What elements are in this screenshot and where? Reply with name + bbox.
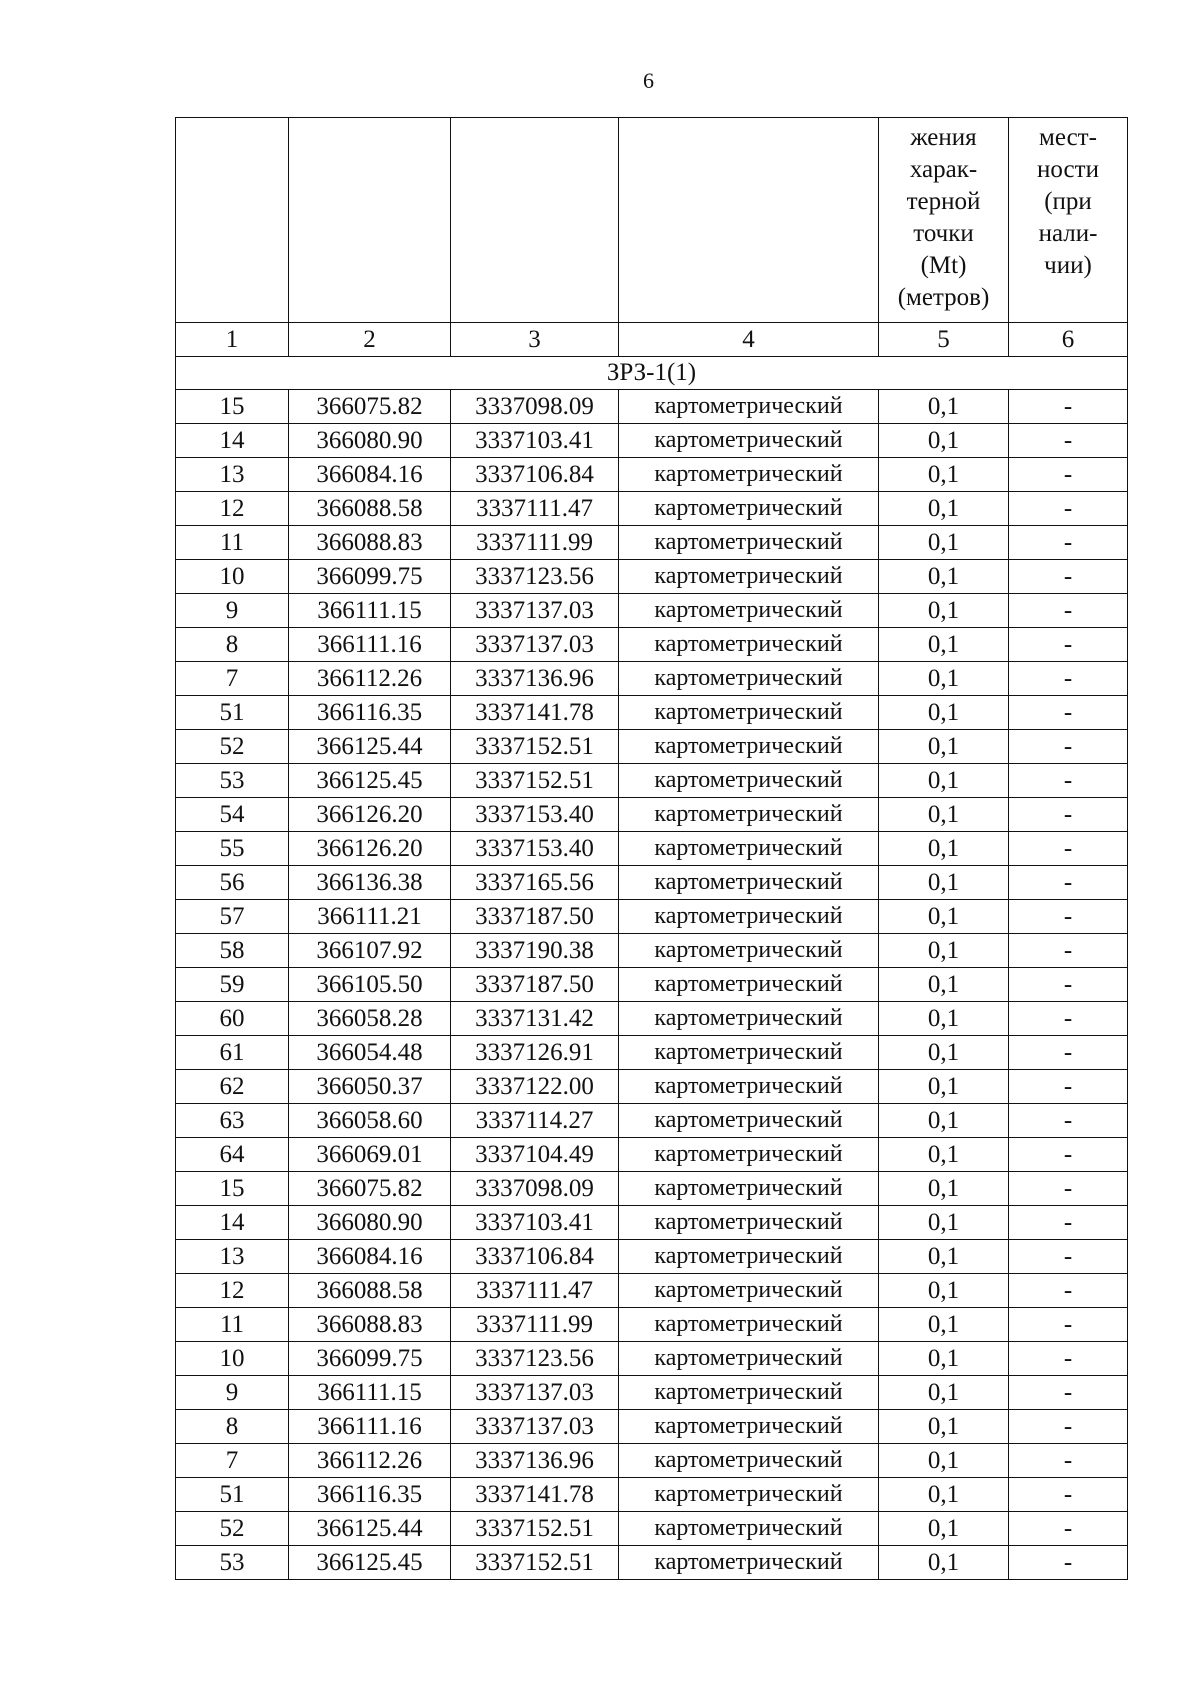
table-row: [176, 696, 1128, 730]
coord-y-cell: 3337137.03: [451, 1376, 619, 1410]
coord-x-cell: 366069.01: [289, 1138, 451, 1172]
method-cell: картометрический: [619, 492, 879, 526]
point-number-cell: 13: [176, 1240, 289, 1274]
table-row: [176, 934, 1128, 968]
header-cell-2: [289, 118, 451, 323]
table-row: [176, 1546, 1128, 1580]
coord-y-cell: 3337114.27: [451, 1104, 619, 1138]
accuracy-cell: 0,1: [879, 1512, 1009, 1546]
terrain-note-cell: -: [1009, 390, 1128, 424]
coord-y-cell: 3337106.84: [451, 1240, 619, 1274]
accuracy-cell: 0,1: [879, 832, 1009, 866]
method-cell: картометрический: [619, 1070, 879, 1104]
table-row: [176, 424, 1128, 458]
point-number-cell: 15: [176, 390, 289, 424]
coord-y-cell: 3337187.50: [451, 900, 619, 934]
method-cell: картометрический: [619, 968, 879, 1002]
coord-y-cell: 3337131.42: [451, 1002, 619, 1036]
method-cell: картометрический: [619, 798, 879, 832]
coord-y-cell: 3337152.51: [451, 1546, 619, 1580]
point-number-cell: 51: [176, 1478, 289, 1512]
terrain-note-cell: -: [1009, 1342, 1128, 1376]
coord-y-cell: 3337152.51: [451, 730, 619, 764]
coord-x-cell: 366058.28: [289, 1002, 451, 1036]
terrain-note-cell: -: [1009, 764, 1128, 798]
table-row: [176, 458, 1128, 492]
point-number-cell: 7: [176, 662, 289, 696]
coord-y-cell: 3337111.47: [451, 492, 619, 526]
point-number-cell: 9: [176, 1376, 289, 1410]
terrain-note-cell: -: [1009, 798, 1128, 832]
table-row: [176, 730, 1128, 764]
coord-x-cell: 366088.83: [289, 526, 451, 560]
coord-x-cell: 366080.90: [289, 424, 451, 458]
terrain-note-cell: -: [1009, 1512, 1128, 1546]
header-5-line: терной: [906, 188, 981, 215]
header-6-line: чии): [1044, 252, 1092, 279]
accuracy-cell: 0,1: [879, 968, 1009, 1002]
method-cell: картометрический: [619, 1104, 879, 1138]
coord-x-cell: 366107.92: [289, 934, 451, 968]
point-number-cell: 12: [176, 492, 289, 526]
terrain-note-cell: -: [1009, 1036, 1128, 1070]
point-number-cell: 54: [176, 798, 289, 832]
table-row: [176, 1036, 1128, 1070]
accuracy-cell: 0,1: [879, 628, 1009, 662]
coord-x-cell: 366054.48: [289, 1036, 451, 1070]
coord-y-cell: 3337111.47: [451, 1274, 619, 1308]
terrain-note-cell: -: [1009, 1172, 1128, 1206]
table-row: [176, 1478, 1128, 1512]
point-number-cell: 57: [176, 900, 289, 934]
column-number: 1: [176, 323, 289, 357]
accuracy-cell: 0,1: [879, 696, 1009, 730]
accuracy-cell: 0,1: [879, 662, 1009, 696]
coord-y-cell: 3337122.00: [451, 1070, 619, 1104]
accuracy-cell: 0,1: [879, 1274, 1009, 1308]
terrain-note-cell: -: [1009, 1376, 1128, 1410]
method-cell: картометрический: [619, 1206, 879, 1240]
coord-x-cell: 366111.16: [289, 628, 451, 662]
coord-y-cell: 3337141.78: [451, 1478, 619, 1512]
point-number-cell: 56: [176, 866, 289, 900]
column-number: 2: [289, 323, 451, 357]
terrain-note-cell: -: [1009, 900, 1128, 934]
terrain-note-cell: -: [1009, 730, 1128, 764]
coord-x-cell: 366112.26: [289, 662, 451, 696]
terrain-note-cell: -: [1009, 1444, 1128, 1478]
terrain-note-cell: -: [1009, 1308, 1128, 1342]
accuracy-cell: 0,1: [879, 1478, 1009, 1512]
table-row: [176, 1274, 1128, 1308]
terrain-note-cell: -: [1009, 424, 1128, 458]
method-cell: картометрический: [619, 730, 879, 764]
method-cell: картометрический: [619, 934, 879, 968]
coordinates-table: [175, 117, 1128, 1580]
coord-y-cell: 3337098.09: [451, 390, 619, 424]
coord-x-cell: 366084.16: [289, 1240, 451, 1274]
table-row: [176, 1342, 1128, 1376]
accuracy-cell: 0,1: [879, 424, 1009, 458]
table-row: [176, 798, 1128, 832]
coord-x-cell: 366125.44: [289, 1512, 451, 1546]
table-row: [176, 1240, 1128, 1274]
method-cell: картометрический: [619, 866, 879, 900]
accuracy-cell: 0,1: [879, 1376, 1009, 1410]
terrain-note-cell: -: [1009, 934, 1128, 968]
point-number-cell: 7: [176, 1444, 289, 1478]
method-cell: картометрический: [619, 1172, 879, 1206]
coord-y-cell: 3337137.03: [451, 628, 619, 662]
terrain-note-cell: -: [1009, 1206, 1128, 1240]
table-row: [176, 1002, 1128, 1036]
point-number-cell: 58: [176, 934, 289, 968]
header-cell-4: [619, 118, 879, 323]
point-number-cell: 53: [176, 764, 289, 798]
point-number-cell: 55: [176, 832, 289, 866]
method-cell: картометрический: [619, 1478, 879, 1512]
coord-y-cell: 3337106.84: [451, 458, 619, 492]
terrain-note-cell: -: [1009, 968, 1128, 1002]
header-6-line: нали-: [1038, 220, 1098, 247]
coord-x-cell: 366080.90: [289, 1206, 451, 1240]
accuracy-cell: 0,1: [879, 1444, 1009, 1478]
coord-y-cell: 3337137.03: [451, 1410, 619, 1444]
coord-y-cell: 3337136.96: [451, 1444, 619, 1478]
accuracy-cell: 0,1: [879, 1070, 1009, 1104]
terrain-note-cell: -: [1009, 628, 1128, 662]
coord-y-cell: 3337098.09: [451, 1172, 619, 1206]
table-row: [176, 764, 1128, 798]
accuracy-cell: 0,1: [879, 1104, 1009, 1138]
table-row: [176, 662, 1128, 696]
method-cell: картометрический: [619, 696, 879, 730]
point-number-cell: 51: [176, 696, 289, 730]
header-5-line: (метров): [897, 284, 990, 311]
coord-x-cell: 366126.20: [289, 798, 451, 832]
table-row: [176, 1512, 1128, 1546]
coord-y-cell: 3337141.78: [451, 696, 619, 730]
point-number-cell: 61: [176, 1036, 289, 1070]
coord-x-cell: 366050.37: [289, 1070, 451, 1104]
method-cell: картометрический: [619, 1546, 879, 1580]
column-number: 5: [879, 323, 1009, 357]
table-row: [176, 832, 1128, 866]
table-row: [176, 492, 1128, 526]
accuracy-cell: 0,1: [879, 1342, 1009, 1376]
table-row: [176, 1444, 1128, 1478]
accuracy-cell: 0,1: [879, 1410, 1009, 1444]
coord-y-cell: 3337153.40: [451, 798, 619, 832]
terrain-note-cell: -: [1009, 662, 1128, 696]
accuracy-cell: 0,1: [879, 1546, 1009, 1580]
coord-x-cell: 366075.82: [289, 1172, 451, 1206]
accuracy-cell: 0,1: [879, 798, 1009, 832]
coord-y-cell: 3337165.56: [451, 866, 619, 900]
terrain-note-cell: -: [1009, 594, 1128, 628]
coord-y-cell: 3337152.51: [451, 1512, 619, 1546]
coord-x-cell: 366084.16: [289, 458, 451, 492]
point-number-cell: 52: [176, 1512, 289, 1546]
header-6-line: ности: [1037, 156, 1099, 183]
coord-x-cell: 366116.35: [289, 696, 451, 730]
point-number-cell: 10: [176, 1342, 289, 1376]
coord-y-cell: 3337187.50: [451, 968, 619, 1002]
coord-x-cell: 366125.44: [289, 730, 451, 764]
point-number-cell: 63: [176, 1104, 289, 1138]
terrain-note-cell: -: [1009, 1002, 1128, 1036]
method-cell: картометрический: [619, 1308, 879, 1342]
coord-y-cell: 3337137.03: [451, 594, 619, 628]
coord-x-cell: 366136.38: [289, 866, 451, 900]
coord-x-cell: 366111.16: [289, 1410, 451, 1444]
point-number-cell: 13: [176, 458, 289, 492]
table-row: [176, 1138, 1128, 1172]
table-row: [176, 1376, 1128, 1410]
method-cell: картометрический: [619, 1410, 879, 1444]
point-number-cell: 59: [176, 968, 289, 1002]
terrain-note-cell: -: [1009, 1070, 1128, 1104]
method-cell: картометрический: [619, 390, 879, 424]
point-number-cell: 52: [176, 730, 289, 764]
point-number-cell: 60: [176, 1002, 289, 1036]
page-number: 6: [643, 68, 654, 93]
coord-x-cell: 366111.15: [289, 594, 451, 628]
header-5-line: харак-: [909, 156, 978, 183]
method-cell: картометрический: [619, 900, 879, 934]
accuracy-cell: 0,1: [879, 934, 1009, 968]
point-number-cell: 8: [176, 1410, 289, 1444]
table-row: [176, 968, 1128, 1002]
method-cell: картометрический: [619, 594, 879, 628]
table-row: [176, 1104, 1128, 1138]
table-row: [176, 628, 1128, 662]
method-cell: картометрический: [619, 1342, 879, 1376]
accuracy-cell: 0,1: [879, 1138, 1009, 1172]
terrain-note-cell: -: [1009, 526, 1128, 560]
point-number-cell: 53: [176, 1546, 289, 1580]
terrain-note-cell: -: [1009, 696, 1128, 730]
coord-x-cell: 366111.21: [289, 900, 451, 934]
table-row: [176, 1206, 1128, 1240]
header-cell-1: [176, 118, 289, 323]
coord-y-cell: 3337103.41: [451, 424, 619, 458]
terrain-note-cell: -: [1009, 1104, 1128, 1138]
coord-x-cell: 366125.45: [289, 764, 451, 798]
table-row: [176, 560, 1128, 594]
accuracy-cell: 0,1: [879, 390, 1009, 424]
method-cell: картометрический: [619, 1036, 879, 1070]
header-6-line: (при: [1044, 188, 1092, 215]
terrain-note-cell: -: [1009, 1478, 1128, 1512]
section-title: ЗРЗ-1(1): [176, 357, 1128, 390]
accuracy-cell: 0,1: [879, 526, 1009, 560]
coord-x-cell: 366075.82: [289, 390, 451, 424]
terrain-note-cell: -: [1009, 1546, 1128, 1580]
column-number: 4: [619, 323, 879, 357]
method-cell: картометрический: [619, 1376, 879, 1410]
coord-y-cell: 3337123.56: [451, 560, 619, 594]
coord-y-cell: 3337152.51: [451, 764, 619, 798]
coord-x-cell: 366088.58: [289, 492, 451, 526]
point-number-cell: 64: [176, 1138, 289, 1172]
header-6-line: мест-: [1039, 124, 1097, 151]
column-number: 6: [1009, 323, 1128, 357]
method-cell: картометрический: [619, 526, 879, 560]
coord-y-cell: 3337103.41: [451, 1206, 619, 1240]
coord-x-cell: 366099.75: [289, 1342, 451, 1376]
terrain-note-cell: -: [1009, 492, 1128, 526]
point-number-cell: 11: [176, 526, 289, 560]
method-cell: картометрический: [619, 1444, 879, 1478]
table-row: [176, 1070, 1128, 1104]
table-row: [176, 1410, 1128, 1444]
method-cell: картометрический: [619, 1138, 879, 1172]
coord-y-cell: 3337104.49: [451, 1138, 619, 1172]
header-row: [176, 118, 1128, 323]
header-5-line: (Mt): [920, 252, 967, 279]
header-cell-3: [451, 118, 619, 323]
coord-x-cell: 366105.50: [289, 968, 451, 1002]
terrain-note-cell: -: [1009, 832, 1128, 866]
accuracy-cell: 0,1: [879, 1308, 1009, 1342]
method-cell: картометрический: [619, 458, 879, 492]
terrain-note-cell: -: [1009, 458, 1128, 492]
coord-x-cell: 366088.83: [289, 1308, 451, 1342]
coord-x-cell: 366112.26: [289, 1444, 451, 1478]
method-cell: картометрический: [619, 628, 879, 662]
point-number-cell: 12: [176, 1274, 289, 1308]
terrain-note-cell: -: [1009, 560, 1128, 594]
method-cell: картометрический: [619, 764, 879, 798]
table-row: [176, 1172, 1128, 1206]
method-cell: картометрический: [619, 1240, 879, 1274]
table-row: [176, 1308, 1128, 1342]
point-number-cell: 11: [176, 1308, 289, 1342]
accuracy-cell: 0,1: [879, 730, 1009, 764]
coord-x-cell: 366116.35: [289, 1478, 451, 1512]
coord-y-cell: 3337123.56: [451, 1342, 619, 1376]
header-cell-6: [1009, 118, 1128, 323]
coord-x-cell: 366111.15: [289, 1376, 451, 1410]
header-5-line: точки: [913, 220, 974, 247]
point-number-cell: 15: [176, 1172, 289, 1206]
point-number-cell: 9: [176, 594, 289, 628]
terrain-note-cell: -: [1009, 1138, 1128, 1172]
header-5-line: жения: [910, 124, 977, 151]
column-number: 3: [451, 323, 619, 357]
terrain-note-cell: -: [1009, 1240, 1128, 1274]
method-cell: картометрический: [619, 1002, 879, 1036]
column-number-row: [176, 323, 1128, 357]
coord-y-cell: 3337136.96: [451, 662, 619, 696]
accuracy-cell: 0,1: [879, 560, 1009, 594]
terrain-note-cell: -: [1009, 1410, 1128, 1444]
accuracy-cell: 0,1: [879, 866, 1009, 900]
accuracy-cell: 0,1: [879, 1206, 1009, 1240]
coord-y-cell: 3337126.91: [451, 1036, 619, 1070]
coord-x-cell: 366058.60: [289, 1104, 451, 1138]
terrain-note-cell: -: [1009, 1274, 1128, 1308]
coord-x-cell: 366125.45: [289, 1546, 451, 1580]
method-cell: картометрический: [619, 1512, 879, 1546]
coord-x-cell: 366126.20: [289, 832, 451, 866]
coord-x-cell: 366088.58: [289, 1274, 451, 1308]
accuracy-cell: 0,1: [879, 594, 1009, 628]
table-row: [176, 866, 1128, 900]
method-cell: картометрический: [619, 662, 879, 696]
header-cell-5: [879, 118, 1009, 323]
point-number-cell: 8: [176, 628, 289, 662]
point-number-cell: 62: [176, 1070, 289, 1104]
method-cell: картометрический: [619, 560, 879, 594]
coord-y-cell: 3337111.99: [451, 1308, 619, 1342]
accuracy-cell: 0,1: [879, 492, 1009, 526]
accuracy-cell: 0,1: [879, 1002, 1009, 1036]
method-cell: картометрический: [619, 832, 879, 866]
accuracy-cell: 0,1: [879, 1172, 1009, 1206]
accuracy-cell: 0,1: [879, 458, 1009, 492]
accuracy-cell: 0,1: [879, 1240, 1009, 1274]
point-number-cell: 10: [176, 560, 289, 594]
coord-y-cell: 3337153.40: [451, 832, 619, 866]
point-number-cell: 14: [176, 424, 289, 458]
accuracy-cell: 0,1: [879, 1036, 1009, 1070]
accuracy-cell: 0,1: [879, 900, 1009, 934]
method-cell: картометрический: [619, 1274, 879, 1308]
section-row: [176, 357, 1128, 390]
table-row: [176, 526, 1128, 560]
table-row: [176, 594, 1128, 628]
method-cell: картометрический: [619, 424, 879, 458]
point-number-cell: 14: [176, 1206, 289, 1240]
terrain-note-cell: -: [1009, 866, 1128, 900]
accuracy-cell: 0,1: [879, 764, 1009, 798]
coord-x-cell: 366099.75: [289, 560, 451, 594]
table-row: [176, 390, 1128, 424]
coord-y-cell: 3337190.38: [451, 934, 619, 968]
table-row: [176, 900, 1128, 934]
coord-y-cell: 3337111.99: [451, 526, 619, 560]
